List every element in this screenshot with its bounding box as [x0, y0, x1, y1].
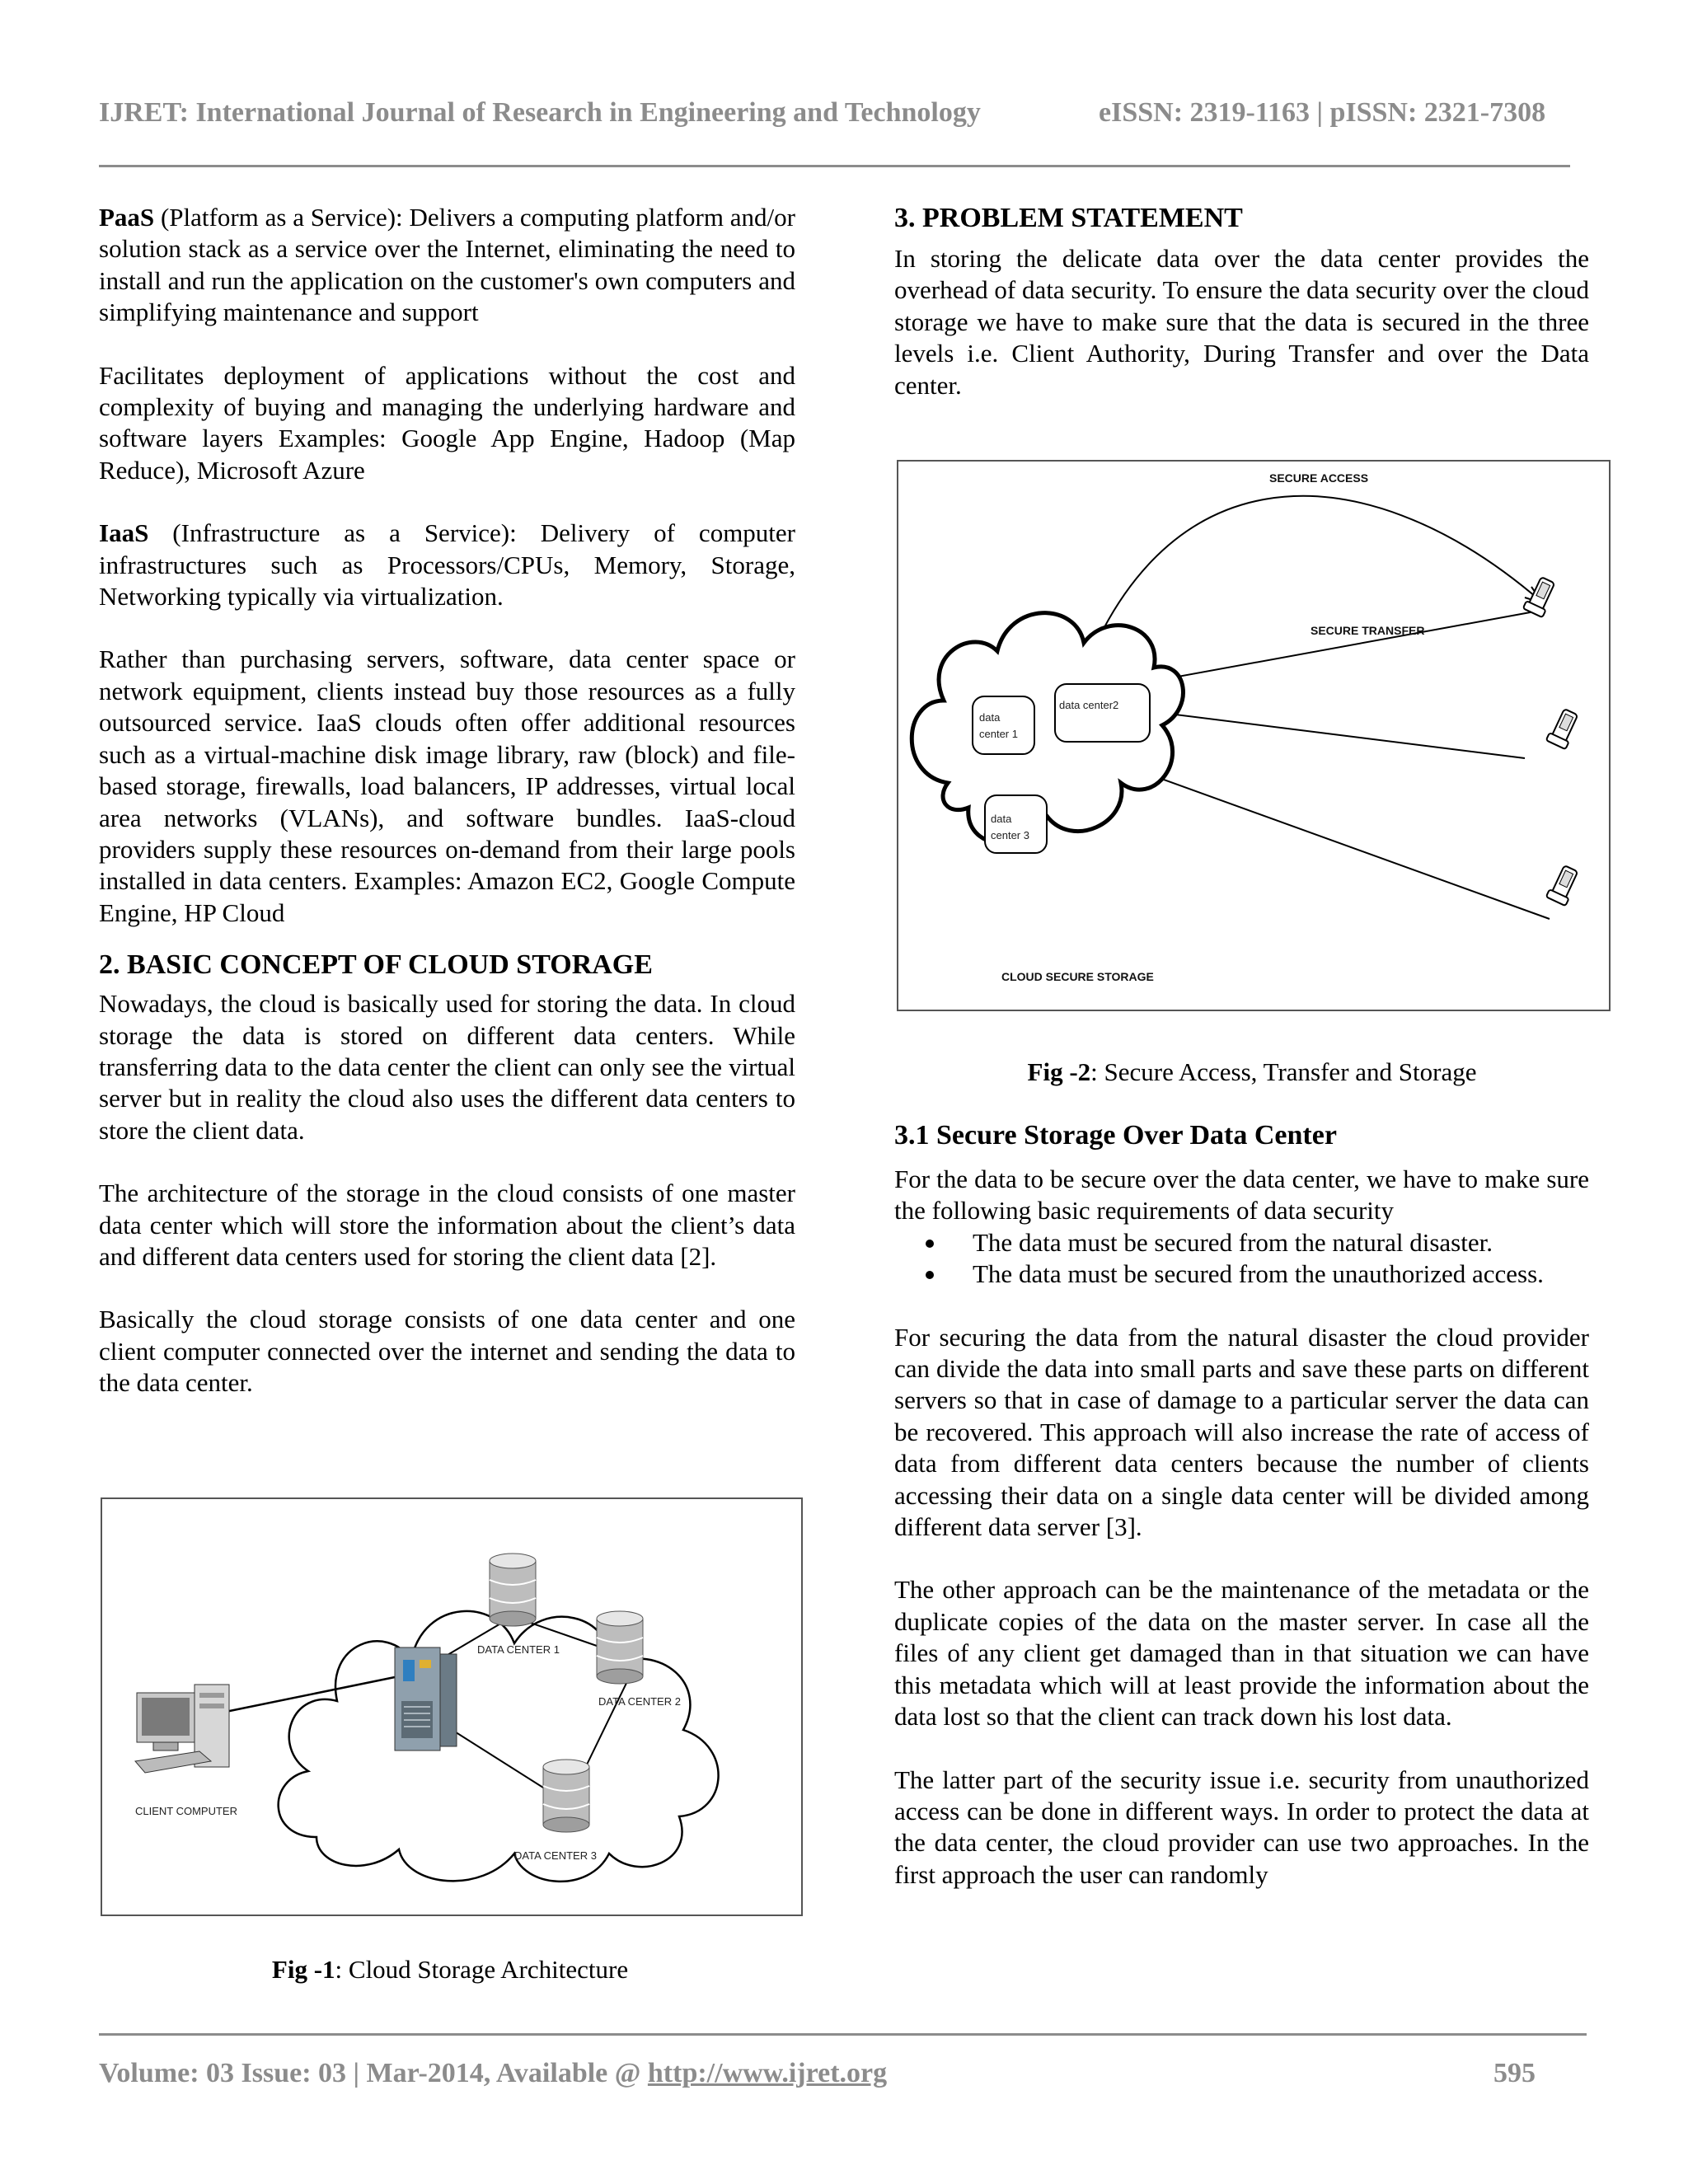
phone-icon-2: [1546, 707, 1581, 749]
data-center-1-label-b: center 1: [979, 728, 1018, 740]
section-3-title: 3. PROBLEM STATEMENT: [894, 203, 1243, 233]
data-center-3-icon: [543, 1760, 589, 1832]
figure-1-cloud-storage-architecture: [101, 1497, 803, 1916]
list-item-text: The data must be secured from the unauthorized access.: [973, 1259, 1544, 1289]
list-item: [894, 1258, 1589, 1290]
footer-rule: [99, 2033, 1587, 2036]
secure-transfer-label: SECURE TRANSFER: [1311, 624, 1425, 637]
data-center-1-label-a: data: [979, 711, 1001, 724]
figure-2-caption-text: : Secure Access, Transfer and Storage: [1090, 1057, 1477, 1086]
page-number: 595: [1493, 2058, 1536, 2088]
data-center-3-label: DATA CENTER 3: [514, 1849, 597, 1862]
section-2-paragraph-2: The architecture of the storage in the cloud consists of one master data center which will store the information about the client’s data and different data centers used for storing the client data [2].: [99, 1179, 795, 1271]
list-item: [894, 1227, 1589, 1258]
bullet-icon: [926, 1271, 934, 1279]
section-2-title: 2. BASIC CONCEPT OF CLOUD STORAGE: [99, 949, 653, 981]
transfer-line-1: [1137, 612, 1535, 684]
secure-access-label: SECURE ACCESS: [1269, 471, 1369, 485]
section-3-1-paragraph-1: For the data to be secure over the data center, we have to make sure the following basic requirements of data security: [894, 1165, 1589, 1226]
client-computer-label: CLIENT COMPUTER: [135, 1805, 237, 1817]
right-column-bottom: [894, 1119, 1589, 1922]
cloud-secure-storage-label: CLOUD SECURE STORAGE: [1001, 970, 1154, 983]
iaas-paragraph: [99, 518, 795, 612]
data-center-1-icon: [490, 1554, 536, 1626]
data-center-1-label: DATA CENTER 1: [477, 1643, 560, 1656]
section-3-1-paragraph-4: The latter part of the security issue i.e. security from unauthorized access can be done in different ways. In order to protect the data at the data center, the cloud provider can use two approaches. In the first approach the user can randomly: [894, 1765, 1589, 1889]
figure-2-caption: [897, 1057, 1607, 1087]
data-center-2-label: DATA CENTER 2: [598, 1695, 681, 1708]
right-column-top: [894, 202, 1589, 433]
header-rule: [99, 165, 1570, 167]
data-center-3-label-a: data: [991, 813, 1012, 825]
data-center-2-box: [1055, 684, 1150, 742]
data-center-3-label-b: center 3: [991, 829, 1029, 841]
footer-volume: [99, 2058, 887, 2089]
data-center-2-label: data center2: [1059, 699, 1119, 711]
figure-1-caption-text: : Cloud Storage Architecture: [335, 1955, 629, 1984]
iaas-definition: (Infrastructure as a Service): Delivery of computer infrastructures such as Processors/CPUs, Memory, Storage, Networking typically via virtualization.: [99, 518, 795, 612]
paas-paragraph: [99, 202, 795, 329]
paas-paragraph-2: Facilitates deployment of applications without the cost and complexity of buying and managing the underlying hardware and software layers Examples: Google App Engine, Hadoop (Map Reduce), Microsoft Azure: [99, 360, 795, 485]
journal-header: IJRET: International Journal of Research in Engineering and Technology: [99, 97, 981, 128]
figure-1-diagram: [102, 1499, 801, 1915]
section-2-paragraph-3: Basically the cloud storage consists of one data center and one client computer connected over the internet and sending the data to the data center.: [99, 1305, 795, 1398]
transfer-line-2: [1129, 709, 1525, 758]
section-3-1-paragraph-3: The other approach can be the maintenance of the metadata or the duplicate copies of the data on the master server. In case all the files of any client get damaged than in that situation we can have this metadata which will at least provide the information about the data lost so that the client can track down his lost data.: [894, 1575, 1589, 1732]
figure-1-caption: [101, 1955, 799, 1985]
master-server-icon: [395, 1647, 457, 1750]
footer-volume-text: Volume: 03 Issue: 03 | Mar-2014, Available @: [99, 2058, 648, 2088]
section-3-1-title: 3.1 Secure Storage Over Data Center: [894, 1120, 1337, 1151]
list-item-text: The data must be secured from the natural disaster.: [973, 1227, 1493, 1257]
data-center-2-icon: [597, 1611, 643, 1684]
section-3-1-paragraph-2: For securing the data from the natural disaster the cloud provider can divide the data into small parts and save these parts on different servers so that in case of damage to a particular server the data can be recovered. This approach will also increase the rate of access of data from different data centers because the number of clients accessing their data on a single data center will be divided among different data server [3].: [894, 1322, 1589, 1542]
transfer-line-3: [1104, 758, 1550, 919]
iaas-term: IaaS: [99, 518, 149, 548]
phone-icon-1: [1523, 575, 1558, 617]
figure-2-secure-access: [897, 460, 1611, 1011]
iaas-paragraph-2: Rather than purchasing servers, software, data center space or network equipment, clients instead buy those resources as a fully outsourced service. IaaS clouds often offer additional resources such as a virtual-machine disk image library, raw (block) and file-based storage, firewalls, load balancers, IP addresses, virtual local area networks (VLANs), and software bundles. IaaS-cloud providers supply these resources on-demand from their large pools installed in data centers. Examples: Amazon EC2, Google Compute Engine, HP Cloud: [99, 644, 795, 927]
phone-icon-3: [1546, 864, 1581, 906]
data-center-1-box: [973, 696, 1034, 754]
section-3-paragraph-1: In storing the delicate data over the data center provides the overhead of data security. To ensure the data security over the cloud storage we have to make sure that the data is secured in the three levels i.e. Client Authority, During Transfer and over the Data center.: [894, 244, 1589, 400]
bullet-icon: [926, 1240, 934, 1248]
figure-1-caption-label: Fig -1: [271, 1955, 335, 1984]
figure-2-diagram: [898, 462, 1609, 1010]
figure-2-caption-label: Fig -2: [1027, 1057, 1091, 1086]
requirements-list: [894, 1227, 1589, 1291]
journal-url-link[interactable]: http://www.ijret.org: [647, 2058, 888, 2088]
section-2-paragraph-1: Nowadays, the cloud is basically used for storing the data. In cloud storage the data is stored on different data centers. While transferring data to the data center the client can only see the virtual server but in reality the cloud also uses the different data centers to store the client data.: [99, 989, 795, 1145]
paas-term: PaaS: [99, 203, 155, 232]
issn-header: eISSN: 2319-1163 | pISSN: 2321-7308: [1099, 97, 1546, 128]
client-computer-icon: [135, 1685, 229, 1773]
left-column: [99, 202, 795, 1431]
paas-definition: (Platform as a Service): Delivers a computing platform and/or solution stack as a service over the Internet, eliminating the need to install and run the application on the customer's own computers and simplifying maintenance and support: [99, 203, 795, 327]
